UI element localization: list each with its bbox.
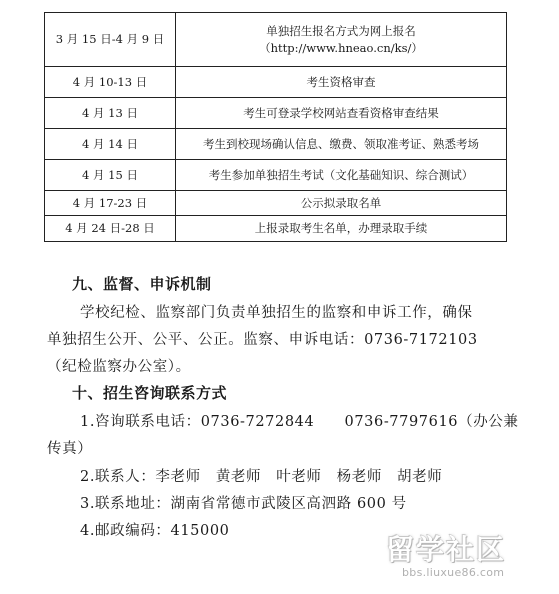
contact-address-line: 3.联系地址：湖南省常德市武陵区高泗路 600 号	[80, 496, 407, 512]
date-cell: 4 月 13 日	[45, 98, 176, 129]
date-cell: 4 月 15 日	[45, 160, 176, 191]
schedule-table	[44, 12, 507, 242]
date-cell: 4 月 14 日	[45, 129, 176, 160]
section-heading-supervision: 九、监督、申诉机制	[72, 275, 212, 293]
contact-phone-line: 1.咨询联系电话：0736-7272844 0736-7797616（办公兼	[80, 414, 519, 430]
table-row	[45, 13, 507, 67]
description-cell: 公示拟录取名单	[176, 191, 507, 216]
description-line: 单独招生报名方式为网上报名	[266, 23, 416, 38]
section-heading-contact: 十、招生咨询联系方式	[72, 384, 228, 402]
description-cell: 考生可登录学校网站查看资格审查结果	[176, 98, 507, 129]
description-cell: 考生到校现场确认信息、缴费、领取准考证、熟悉考场	[176, 129, 507, 160]
table-row	[45, 129, 507, 160]
watermark-url: bbs.liuxue86.com	[402, 566, 505, 579]
contact-persons-line: 2.联系人：李老师 黄老师 叶老师 杨老师 胡老师	[80, 469, 443, 485]
contact-phone-line: 传真）	[47, 441, 93, 457]
description-cell: 考生资格审查	[176, 67, 507, 98]
table-row	[45, 67, 507, 98]
description-cell: 上报录取考生名单，办理录取手续	[176, 216, 507, 242]
table-row	[45, 191, 507, 216]
date-cell: 4 月 17-23 日	[45, 191, 176, 216]
paragraph-line: 学校纪检、监察部门负责单独招生的监察和申诉工作，确保	[80, 305, 473, 321]
description-cell	[176, 13, 507, 67]
paragraph-line: 单独招生公开、公平、公正。监察、申诉电话：0736-7172103	[47, 332, 478, 348]
table-row	[45, 98, 507, 129]
description-cell: 考生参加单独招生考试（文化基础知识、综合测试）	[176, 160, 507, 191]
paragraph-line: （纪检监察办公室）。	[47, 359, 191, 375]
watermark-logo: 留学社区	[386, 533, 507, 566]
date-cell: 4 月 24 日-28 日	[45, 216, 176, 242]
postal-code-line: 4.邮政编码：415000	[80, 523, 230, 539]
table-row	[45, 160, 507, 191]
date-cell: 3 月 15 日-4 月 9 日	[45, 13, 176, 67]
registration-url: （http://www.hneao.cn/ks/）	[259, 40, 423, 55]
date-cell: 4 月 10-13 日	[45, 67, 176, 98]
table-row	[45, 216, 507, 242]
